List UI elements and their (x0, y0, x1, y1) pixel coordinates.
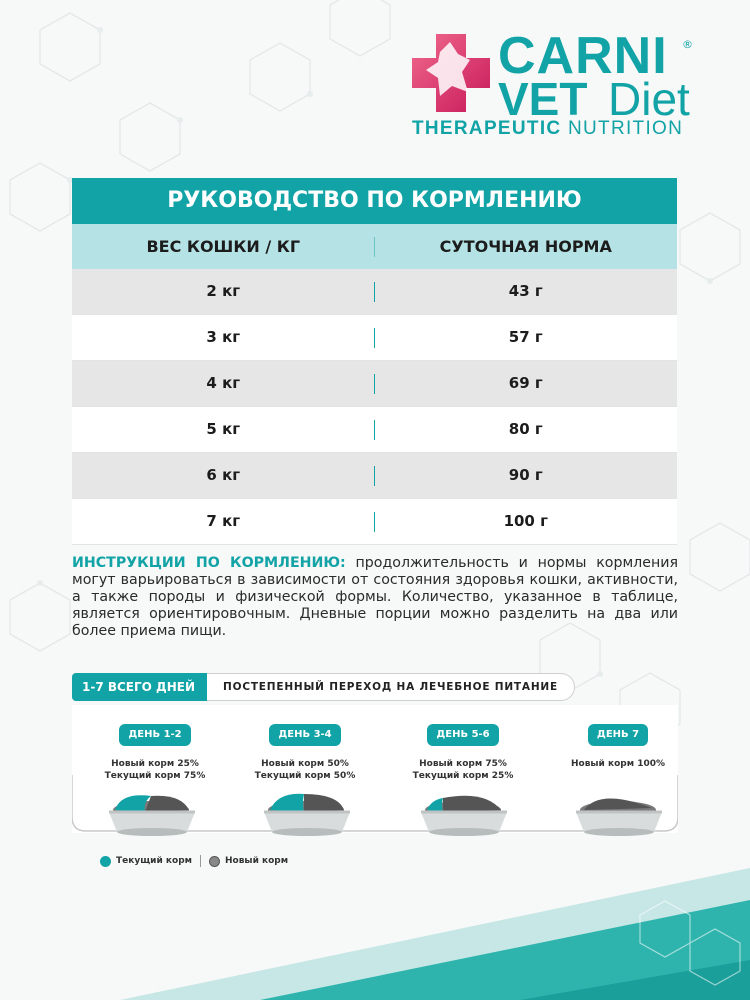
transition-stage-3 (388, 722, 538, 782)
row-amount: 43 г (508, 282, 543, 300)
stage-current-food: Текущий корм 75% (104, 771, 206, 781)
header-daily-amount: СУТОЧНАЯ НОРМА (439, 237, 612, 256)
transition-stage-4 (543, 722, 693, 770)
table-row (72, 315, 677, 361)
new-food-dot-icon (209, 856, 220, 867)
column-divider (374, 328, 375, 348)
row-amount: 69 г (508, 374, 543, 392)
logo-tagline (412, 118, 683, 140)
stage-day-badge: ДЕНЬ 7 (588, 724, 648, 746)
transition-header (72, 673, 575, 701)
pet-cross-logo-icon (410, 32, 492, 114)
stage-new-food: Новый корм 100% (570, 759, 666, 769)
column-divider (374, 512, 375, 532)
food-bowl-icon (570, 790, 670, 838)
stage-day-badge: ДЕНЬ 1-2 (119, 724, 190, 746)
column-divider (374, 282, 375, 302)
stage-new-food: Новый корм 75% (419, 759, 507, 769)
stage-new-food: Новый корм 25% (111, 759, 199, 769)
row-amount: 100 г (503, 512, 548, 530)
stage-new-food: Новый корм 50% (261, 759, 349, 769)
feeding-instructions (72, 555, 678, 640)
food-bowl-icon (415, 790, 515, 838)
legend-new-food: Новый корм (225, 856, 289, 866)
legend-divider (200, 855, 201, 867)
row-weight: 7 кг (206, 512, 241, 530)
table-row (72, 499, 677, 545)
food-bowl-icon (258, 790, 358, 838)
carnivet-diet-logo (410, 27, 710, 145)
stage-day-badge: ДЕНЬ 5-6 (427, 724, 498, 746)
row-amount: 57 г (508, 328, 543, 346)
table-row (72, 453, 677, 499)
logo-word-diet: Diet (608, 73, 690, 125)
row-weight: 5 кг (206, 420, 241, 438)
tagline-rest: NUTRITION (561, 118, 684, 139)
logo-word-vet: VET (498, 73, 588, 125)
row-amount: 80 г (508, 420, 543, 438)
row-weight: 4 кг (206, 374, 241, 392)
registered-mark: ® (682, 38, 693, 51)
column-divider (374, 374, 375, 394)
stage-current-food: Текущий корм 50% (254, 771, 356, 781)
instructions-lead: ИНСТРУКЦИИ ПО КОРМЛЕНИЮ: (72, 555, 346, 571)
column-divider (374, 466, 375, 486)
food-legend (100, 855, 288, 867)
header-weight: ВЕС КОШКИ / КГ (146, 237, 301, 256)
current-food-dot-icon (100, 856, 111, 867)
transition-stage-2 (230, 722, 380, 782)
table-title: РУКОВОДСТВО ПО КОРМЛЕНИЮ (72, 178, 677, 224)
row-weight: 6 кг (206, 466, 241, 484)
table-row (72, 407, 677, 453)
transition-stage-1 (80, 722, 230, 782)
transition-label: ПОСТЕПЕННЫЙ ПЕРЕХОД НА ЛЕЧЕБНОЕ ПИТАНИЕ (207, 673, 575, 701)
row-weight: 2 кг (206, 282, 241, 300)
transition-days-badge: 1-7 ВСЕГО ДНЕЙ (72, 673, 207, 701)
legend-current-food: Текущий корм (116, 856, 193, 866)
table-row (72, 269, 677, 315)
food-bowl-icon (103, 790, 203, 838)
column-divider (374, 420, 375, 440)
row-weight: 3 кг (206, 328, 241, 346)
row-amount: 90 г (508, 466, 543, 484)
stage-day-badge: ДЕНЬ 3-4 (269, 724, 340, 746)
instructions-text: продолжительность и нормы кормления могут варьироваться в зависимости от состояния здоровья кошки, активности, а также породы и физической формы. Количество, указанное в таблице, является ориентировочным. Дневные порции можно разделить на два или более приема пищи. (72, 555, 678, 639)
tagline-bold: THERAPEUTIC (412, 118, 562, 139)
table-row (72, 361, 677, 407)
column-divider (374, 237, 375, 257)
logo-word-carni: CARNI (498, 27, 668, 85)
feeding-guide-table (72, 178, 677, 545)
stage-current-food: Текущий корм 25% (412, 771, 514, 781)
table-header-row (72, 224, 677, 269)
